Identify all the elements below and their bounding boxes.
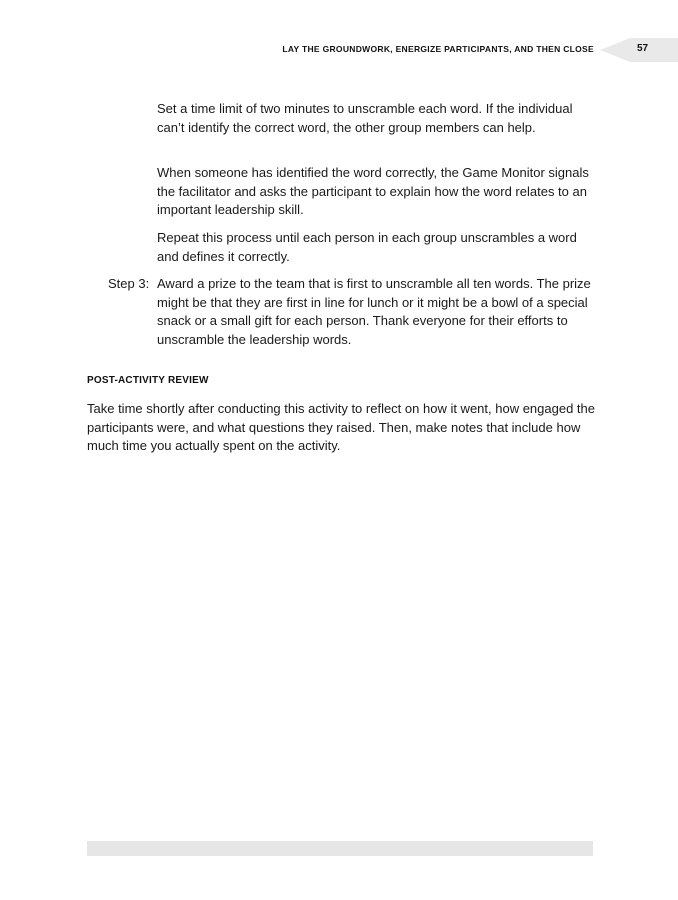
paragraph-time-limit (157, 100, 592, 137)
paragraph-text: Repeat this process until each person in each group unscrambles a word and defines it correctly. (157, 230, 577, 264)
paragraph-repeat-process (157, 229, 592, 266)
page-number: 57 (637, 43, 649, 54)
step-label: Step 3: (108, 276, 150, 291)
paragraph-text: Set a time limit of two minutes to unscramble each word. If the individual can’t identify the correct word, the other group members can help. (157, 101, 573, 135)
footer-bar (87, 841, 593, 856)
paragraph-text: When someone has identified the word correctly, the Game Monitor signals the facilitator and asks the participant to explain how the word relates to an important leadership skill. (157, 165, 589, 217)
running-head: LAY THE GROUNDWORK, ENERGIZE PARTICIPANTS, AND THEN CLOSE (282, 44, 594, 54)
paragraph-game-monitor (157, 164, 592, 220)
step-text: Award a prize to the team that is first to unscramble all ten words. The prize might be that they are first in line for lunch or it might be a bowl of a special snack or a small gift for each person. Thank everyone for their efforts to unscramble the leadership words. (157, 276, 591, 347)
section-body: Take time shortly after conducting this activity to reflect on how it went, how engaged the participants were, and what questions they raised. Then, make notes that include how much time you actually spent on the activity. (87, 401, 595, 453)
section-heading: POST-ACTIVITY REVIEW (87, 375, 209, 386)
